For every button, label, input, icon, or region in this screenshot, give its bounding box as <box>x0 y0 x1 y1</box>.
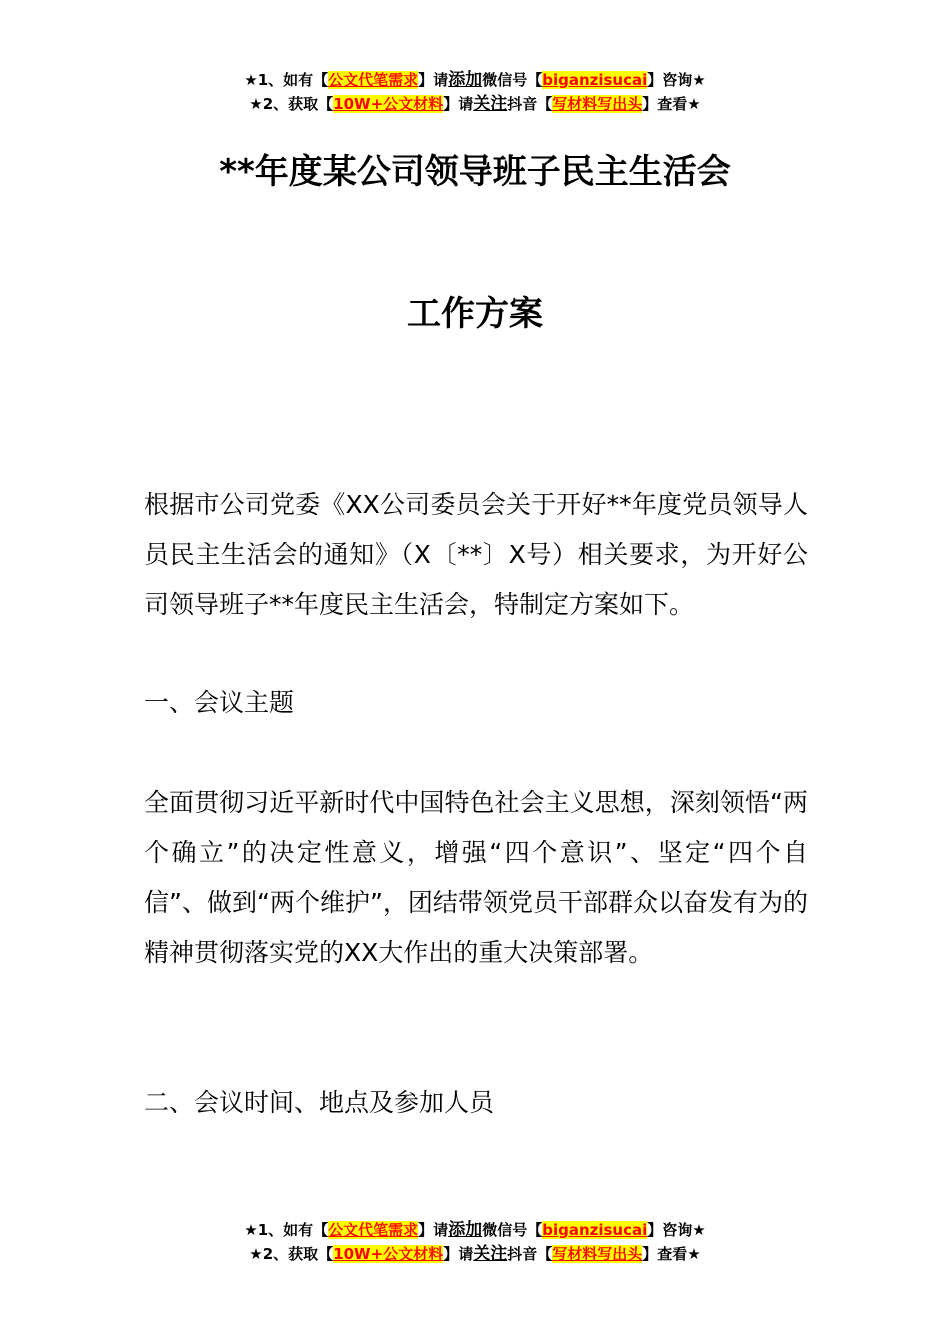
promo-banner-top <box>0 68 950 116</box>
banner-highlight: biganzisucai <box>542 71 648 89</box>
banner-text: 】咨询★ <box>647 1221 706 1239</box>
section-heading-2: 二、会议时间、地点及参加人员 <box>144 1088 495 1117</box>
banner-highlight: 公文代笔需求 <box>328 71 419 89</box>
document-subtitle: 工作方案 <box>407 294 543 334</box>
banner-text: ★2、获取【 <box>249 95 334 113</box>
banner-text: 】查看★ <box>642 1245 701 1263</box>
banner-text: 】查看★ <box>642 95 701 113</box>
document-title: **年度某公司领导班子民主生活会 <box>219 152 731 192</box>
banner-text: 抖音【 <box>507 95 553 113</box>
banner-text: 】请 <box>443 95 474 113</box>
banner-line-2 <box>0 1242 950 1266</box>
banner-text: ★1、如有【 <box>244 1221 329 1239</box>
banner-highlight: biganzisucai <box>542 1221 648 1239</box>
banner-emphasis: 关注 <box>473 1244 508 1264</box>
banner-text: 】请 <box>418 71 449 89</box>
banner-text: 微信号【 <box>482 1221 543 1239</box>
banner-text: 】咨询★ <box>647 71 706 89</box>
banner-text: 】请 <box>418 1221 449 1239</box>
banner-highlight: 写材料写出头 <box>552 95 643 113</box>
banner-emphasis: 添加 <box>448 70 483 90</box>
intro-paragraph: 根据市公司党委《XX公司委员会关于开好**年度党员领导人员民主生活会的通知》（X〔**〕X号）相关要求，为开好公司领导班子**年度民主生活会，特制定方案如下。 <box>144 490 808 619</box>
banner-line-2 <box>0 92 950 116</box>
banner-highlight: 10W+公文材料 <box>333 95 444 113</box>
banner-text: ★1、如有【 <box>244 71 329 89</box>
banner-line-1 <box>0 68 950 92</box>
banner-text: 】请 <box>443 1245 474 1263</box>
banner-emphasis: 添加 <box>448 1220 483 1240</box>
banner-text: ★2、获取【 <box>249 1245 334 1263</box>
banner-line-1 <box>0 1218 950 1242</box>
banner-text: 微信号【 <box>482 71 543 89</box>
banner-emphasis: 关注 <box>473 94 508 114</box>
banner-text: 抖音【 <box>507 1245 553 1263</box>
banner-highlight: 写材料写出头 <box>552 1245 643 1263</box>
section-paragraph-1: 全面贯彻习近平新时代中国特色社会主义思想，深刻领悟“两个确立”的决定性意义，增强“四个意识”、坚定“四个自信”、做到“两个维护”，团结带领党员干部群众以奋发有为的精神贯彻落实党的XX大作出的重大决策部署。 <box>144 788 808 967</box>
promo-banner-bottom <box>0 1218 950 1266</box>
banner-highlight: 10W+公文材料 <box>333 1245 444 1263</box>
banner-highlight: 公文代笔需求 <box>328 1221 419 1239</box>
section-heading-1: 一、会议主题 <box>144 688 295 717</box>
